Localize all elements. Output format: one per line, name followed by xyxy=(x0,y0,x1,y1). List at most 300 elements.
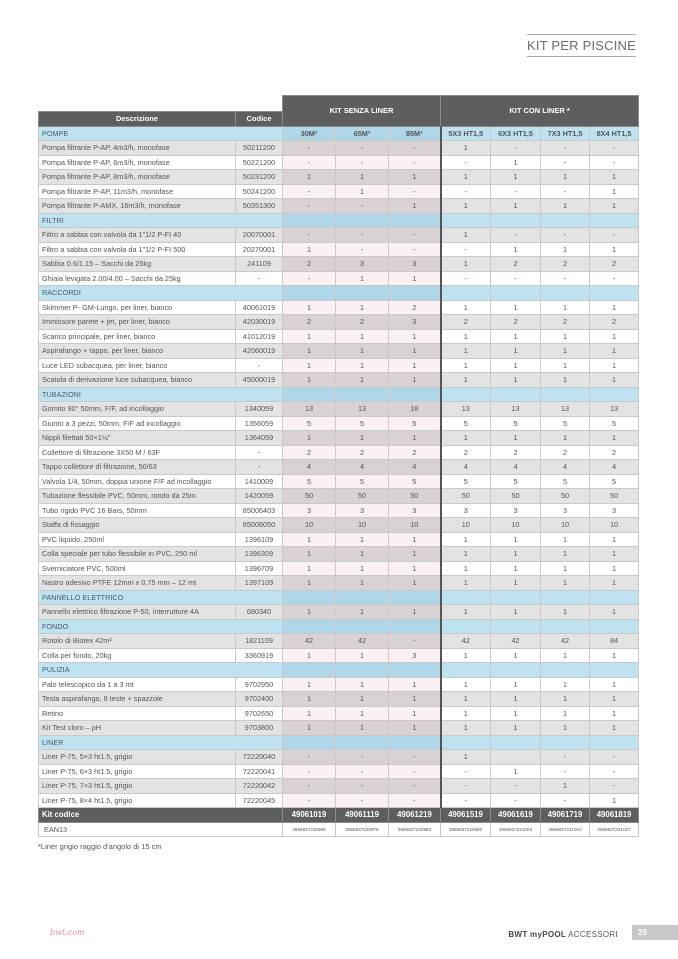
item-quantity: - xyxy=(283,793,336,808)
item-quantity: 1 xyxy=(541,547,590,562)
item-quantity: 1 xyxy=(336,271,389,286)
kit-code: 49061019 xyxy=(283,808,336,823)
item-quantity: 1 xyxy=(336,532,389,547)
item-quantity: 1 xyxy=(336,706,389,721)
section-filler xyxy=(336,735,389,750)
item-quantity: 4 xyxy=(336,460,389,475)
item-quantity: 42 xyxy=(283,634,336,649)
table-row xyxy=(39,677,639,692)
item-quantity: 50 xyxy=(283,489,336,504)
item-quantity: 2 xyxy=(389,445,441,460)
item-quantity: 1 xyxy=(541,721,590,736)
item-code: 1821109 xyxy=(236,634,283,649)
item-quantity: 1 xyxy=(441,706,491,721)
item-quantity: - xyxy=(441,242,491,257)
item-quantity: 13 xyxy=(441,402,491,417)
section-title: KIT PER PISCINE xyxy=(527,34,636,57)
ean-code: 3566837220990 xyxy=(441,822,491,837)
item-quantity: 13 xyxy=(491,402,541,417)
table-row xyxy=(39,460,639,475)
item-quantity: - xyxy=(491,184,541,199)
item-quantity: - xyxy=(283,199,336,214)
item-quantity: 10 xyxy=(389,518,441,533)
item-quantity: 3 xyxy=(389,315,441,330)
item-code: 50221200 xyxy=(236,155,283,170)
item-quantity: 2 xyxy=(590,257,639,272)
item-description: Palo telescopico da 1 a 3 mt xyxy=(39,677,236,692)
item-code: 42030019 xyxy=(236,315,283,330)
item-quantity: 1 xyxy=(441,605,491,620)
item-quantity: - xyxy=(541,793,590,808)
kit-code: 49061219 xyxy=(389,808,441,823)
item-quantity: 1 xyxy=(389,199,441,214)
section-filler xyxy=(336,619,389,634)
item-quantity: 3 xyxy=(283,503,336,518)
item-description: Pompa filtrante P-AMX, 16m3/h, monofase xyxy=(39,199,236,214)
item-quantity: 5 xyxy=(441,416,491,431)
table-row xyxy=(39,373,639,388)
item-quantity: 1 xyxy=(491,358,541,373)
item-quantity: 2 xyxy=(389,300,441,315)
ean-code: 3566837221027 xyxy=(590,822,639,837)
item-quantity: 1 xyxy=(491,532,541,547)
item-quantity xyxy=(491,750,541,765)
item-quantity: 1 xyxy=(336,373,389,388)
item-quantity: - xyxy=(336,228,389,243)
item-description: Skimmer P- GM-Lungo, per liner, bianco xyxy=(39,300,236,315)
item-quantity: - xyxy=(541,271,590,286)
item-quantity: - xyxy=(336,750,389,765)
table-row xyxy=(39,228,639,243)
item-quantity: 1 xyxy=(389,170,441,185)
item-quantity: 18 xyxy=(389,402,441,417)
item-code: 1356059 xyxy=(236,416,283,431)
item-quantity: 1 xyxy=(590,605,639,620)
item-quantity: - xyxy=(283,764,336,779)
item-quantity: 1 xyxy=(336,184,389,199)
item-quantity: 4 xyxy=(491,460,541,475)
table-row xyxy=(39,199,639,214)
item-quantity: 1 xyxy=(389,358,441,373)
item-description: Filtro a sabbia con valvola da 1"1/2 P-FI 40 xyxy=(39,228,236,243)
item-quantity: 10 xyxy=(283,518,336,533)
item-quantity: 1 xyxy=(491,431,541,446)
item-quantity: 1 xyxy=(441,228,491,243)
item-description: Pompa filtrante P-AP, 6m3/h, monofase xyxy=(39,155,236,170)
item-quantity: 2 xyxy=(491,257,541,272)
item-quantity: 13 xyxy=(283,402,336,417)
item-quantity: - xyxy=(541,155,590,170)
section-row xyxy=(39,387,639,402)
item-code: 680340 xyxy=(236,605,283,620)
item-quantity: - xyxy=(389,184,441,199)
size-header: 7X3 HT1,5 xyxy=(541,126,590,141)
item-quantity: 2 xyxy=(491,445,541,460)
item-code: 50241200 xyxy=(236,184,283,199)
item-quantity: 2 xyxy=(441,315,491,330)
table-row xyxy=(39,779,639,794)
item-quantity: 4 xyxy=(541,460,590,475)
item-code: 72220040 xyxy=(236,750,283,765)
section-filler xyxy=(541,735,590,750)
item-quantity: - xyxy=(491,228,541,243)
section-filler xyxy=(491,735,541,750)
item-quantity: 1 xyxy=(336,721,389,736)
item-description: Rotolo di Biotex 42m² xyxy=(39,634,236,649)
item-quantity: 3 xyxy=(491,503,541,518)
item-quantity: 1 xyxy=(389,706,441,721)
section-filler xyxy=(283,286,336,301)
section-filler xyxy=(283,213,336,228)
item-quantity: - xyxy=(590,750,639,765)
section-filler xyxy=(283,663,336,678)
item-quantity: 1 xyxy=(283,706,336,721)
section-title-cell: PANNELLO ELETTRICO xyxy=(39,590,283,605)
section-filler xyxy=(541,286,590,301)
item-code: 85006050 xyxy=(236,518,283,533)
section-filler xyxy=(389,663,441,678)
item-quantity: 1 xyxy=(590,329,639,344)
item-quantity: - xyxy=(590,779,639,794)
item-quantity: 5 xyxy=(283,474,336,489)
footnote: *Liner grigio raggio d'angolo di 15 cm xyxy=(38,842,162,851)
item-quantity: 1 xyxy=(441,358,491,373)
item-quantity: - xyxy=(441,271,491,286)
kit-code: 49061719 xyxy=(541,808,590,823)
table-row xyxy=(39,170,639,185)
item-description: Giunto a 3 pezzi, 50mm, F/F ad incollaggio xyxy=(39,416,236,431)
item-quantity: 10 xyxy=(590,518,639,533)
item-code: 40061019 xyxy=(236,300,283,315)
item-quantity: 1 xyxy=(491,199,541,214)
table-row xyxy=(39,561,639,576)
item-quantity: - xyxy=(590,271,639,286)
footer-brand xyxy=(508,930,618,939)
section-title-cell: FONDO xyxy=(39,619,283,634)
table-row xyxy=(39,764,639,779)
item-quantity: 1 xyxy=(541,329,590,344)
item-description: Liner P-75, 5×3 ht1.5, grigio xyxy=(39,750,236,765)
section-title-cell: FILTRI xyxy=(39,213,283,228)
section-filler xyxy=(283,387,336,402)
table-row xyxy=(39,793,639,808)
item-code: 1396309 xyxy=(236,547,283,562)
item-quantity: - xyxy=(541,184,590,199)
item-quantity: 1 xyxy=(590,300,639,315)
item-code: 45000019 xyxy=(236,373,283,388)
item-code: 72220041 xyxy=(236,764,283,779)
item-quantity: 50 xyxy=(491,489,541,504)
section-title-cell: PULIZIA xyxy=(39,663,283,678)
section-title-cell: RACCORDI xyxy=(39,286,283,301)
item-quantity: 1 xyxy=(491,764,541,779)
item-quantity: - xyxy=(541,764,590,779)
item-quantity: 1 xyxy=(441,561,491,576)
section-filler xyxy=(541,663,590,678)
item-quantity: 1 xyxy=(441,199,491,214)
item-quantity: 3 xyxy=(389,257,441,272)
item-code: - xyxy=(236,358,283,373)
table-row xyxy=(39,489,639,504)
item-quantity: 1 xyxy=(491,300,541,315)
item-quantity: 1 xyxy=(590,677,639,692)
item-quantity: 4 xyxy=(389,460,441,475)
item-quantity: 2 xyxy=(336,445,389,460)
item-quantity: 1 xyxy=(441,170,491,185)
item-quantity: - xyxy=(336,793,389,808)
item-quantity: 2 xyxy=(491,315,541,330)
item-quantity: - xyxy=(389,155,441,170)
item-quantity: 1 xyxy=(283,561,336,576)
item-quantity: 1 xyxy=(491,547,541,562)
table-row xyxy=(39,344,639,359)
item-quantity: 4 xyxy=(283,460,336,475)
section-filler xyxy=(441,735,491,750)
item-quantity: 1 xyxy=(389,329,441,344)
table-row xyxy=(39,518,639,533)
item-description: Aspirafango + tappo, per liner, bianco xyxy=(39,344,236,359)
section-filler xyxy=(283,735,336,750)
item-quantity: 1 xyxy=(336,692,389,707)
item-quantity: 1 xyxy=(491,605,541,620)
item-code: 50351300 xyxy=(236,199,283,214)
section-filler xyxy=(590,735,639,750)
section-filler xyxy=(590,213,639,228)
column-header-code: Codice xyxy=(236,112,283,127)
ean-code: 3566837220983 xyxy=(389,822,441,837)
item-quantity: 1 xyxy=(541,779,590,794)
table-row xyxy=(39,532,639,547)
item-quantity: - xyxy=(389,750,441,765)
item-quantity: 1 xyxy=(590,721,639,736)
item-quantity: 1 xyxy=(541,344,590,359)
item-description: Sverniciatore PVC, 500ml xyxy=(39,561,236,576)
item-quantity: 1 xyxy=(283,721,336,736)
item-quantity: - xyxy=(441,184,491,199)
size-header: 8X4 HT1,5 xyxy=(590,126,639,141)
item-description: Kit Test cloro – pH xyxy=(39,721,236,736)
ean-code: 3566837220976 xyxy=(336,822,389,837)
item-quantity: 1 xyxy=(283,692,336,707)
item-quantity: 4 xyxy=(590,460,639,475)
item-description: Scatola di derivazione luce subacquea, bianco xyxy=(39,373,236,388)
item-quantity: - xyxy=(541,228,590,243)
item-quantity: - xyxy=(283,184,336,199)
section-title-cell: POMPE xyxy=(39,126,283,141)
item-description: Nastro adesivo PTFE 12mm x 0.75 mm – 12 mt xyxy=(39,576,236,591)
item-code: 1396109 xyxy=(236,532,283,547)
item-description: Valvola 1/4, 50mm, doppia unione F/F ad incollaggio xyxy=(39,474,236,489)
section-filler xyxy=(441,619,491,634)
section-filler xyxy=(441,590,491,605)
item-quantity: 2 xyxy=(283,445,336,460)
item-quantity: 5 xyxy=(441,474,491,489)
item-description: Tubo rigido PVC 16 Bars, 50mm xyxy=(39,503,236,518)
item-code: 9702400 xyxy=(236,692,283,707)
item-quantity: 1 xyxy=(283,532,336,547)
table-row xyxy=(39,431,639,446)
item-quantity: 1 xyxy=(441,750,491,765)
item-quantity: 1 xyxy=(541,431,590,446)
section-filler xyxy=(491,387,541,402)
item-quantity: 1 xyxy=(336,648,389,663)
item-quantity: 1 xyxy=(491,576,541,591)
item-quantity: - xyxy=(441,764,491,779)
item-code: 9703800 xyxy=(236,721,283,736)
section-row xyxy=(39,213,639,228)
section-row xyxy=(39,619,639,634)
size-header: 5X3 HT1,5 xyxy=(441,126,491,141)
item-quantity: - xyxy=(441,155,491,170)
table-row xyxy=(39,634,639,649)
item-quantity: 1 xyxy=(389,344,441,359)
item-quantity: 42 xyxy=(441,634,491,649)
item-quantity: 5 xyxy=(336,416,389,431)
item-code: - xyxy=(236,271,283,286)
item-quantity: 13 xyxy=(336,402,389,417)
item-quantity: 1 xyxy=(441,547,491,562)
item-quantity: 1 xyxy=(283,344,336,359)
ean-code: 3566837221003 xyxy=(491,822,541,837)
item-quantity: 1 xyxy=(590,373,639,388)
item-quantity: 1 xyxy=(541,561,590,576)
item-quantity: 5 xyxy=(590,474,639,489)
item-quantity: 1 xyxy=(541,605,590,620)
item-description: Nippli filettati 50×1½" xyxy=(39,431,236,446)
item-quantity: 1 xyxy=(541,300,590,315)
item-quantity: 10 xyxy=(541,518,590,533)
item-quantity: 10 xyxy=(491,518,541,533)
item-code: 72220045 xyxy=(236,793,283,808)
item-quantity: - xyxy=(441,779,491,794)
section-filler xyxy=(336,590,389,605)
item-description: Tubazione flessibile PVC, 50mm, rotolo da 25m xyxy=(39,489,236,504)
item-quantity: 1 xyxy=(389,271,441,286)
kit-code-label: Kit codice xyxy=(39,808,283,823)
item-quantity: 1 xyxy=(336,547,389,562)
item-description: Pompa filtrante P-AP, 8m3/h, monofase xyxy=(39,170,236,185)
item-quantity: 2 xyxy=(283,257,336,272)
item-quantity: 1 xyxy=(590,358,639,373)
item-quantity: 5 xyxy=(389,416,441,431)
section-filler xyxy=(441,387,491,402)
item-description: Tappo collettore di filtrazione, 50/63 xyxy=(39,460,236,475)
item-quantity: 1 xyxy=(283,373,336,388)
item-quantity: - xyxy=(389,634,441,649)
item-quantity: 1 xyxy=(283,242,336,257)
item-quantity: - xyxy=(283,271,336,286)
section-filler xyxy=(491,213,541,228)
item-quantity: 4 xyxy=(441,460,491,475)
item-quantity: 1 xyxy=(283,547,336,562)
item-quantity: 50 xyxy=(336,489,389,504)
section-filler xyxy=(590,663,639,678)
item-description: Liner P-75, 6×3 ht1.5, grigio xyxy=(39,764,236,779)
section-filler xyxy=(336,286,389,301)
table-row xyxy=(39,329,639,344)
item-quantity: 1 xyxy=(541,358,590,373)
section-filler xyxy=(590,619,639,634)
item-quantity: 1 xyxy=(441,692,491,707)
item-quantity: - xyxy=(283,155,336,170)
item-description: Scarico principale, per liner, bianco xyxy=(39,329,236,344)
brand-name: BWT myPOOL xyxy=(508,930,567,939)
item-code: - xyxy=(236,460,283,475)
section-filler xyxy=(541,213,590,228)
item-description: PVC liquido, 250ml xyxy=(39,532,236,547)
table-row xyxy=(39,648,639,663)
table-row xyxy=(39,576,639,591)
section-filler xyxy=(389,590,441,605)
section-filler xyxy=(491,286,541,301)
table-row xyxy=(39,271,639,286)
group-header-senza-liner: KIT SENZA LINER xyxy=(283,96,441,127)
item-code: 20070001 xyxy=(236,228,283,243)
table-row xyxy=(39,242,639,257)
item-quantity: 50 xyxy=(541,489,590,504)
item-quantity: 1 xyxy=(283,358,336,373)
item-quantity: 5 xyxy=(590,416,639,431)
item-quantity: 1 xyxy=(541,532,590,547)
item-quantity: 1 xyxy=(590,431,639,446)
item-quantity: 1 xyxy=(389,532,441,547)
item-quantity: 1 xyxy=(336,431,389,446)
section-filler xyxy=(541,387,590,402)
item-quantity: 5 xyxy=(541,474,590,489)
section-filler xyxy=(283,619,336,634)
item-quantity: 1 xyxy=(441,344,491,359)
kit-code: 49061619 xyxy=(491,808,541,823)
item-quantity: 1 xyxy=(590,242,639,257)
item-quantity: 1 xyxy=(491,344,541,359)
table-row xyxy=(39,445,639,460)
item-quantity: 1 xyxy=(590,170,639,185)
table-row xyxy=(39,300,639,315)
table-row xyxy=(39,503,639,518)
item-quantity: 1 xyxy=(441,300,491,315)
item-quantity: 3 xyxy=(441,503,491,518)
item-description: Pompa filtrante P-AP, 4m3/h, monofase xyxy=(39,141,236,156)
item-quantity: 1 xyxy=(441,431,491,446)
item-quantity: 1 xyxy=(441,373,491,388)
kit-table xyxy=(38,95,639,837)
table-row xyxy=(39,692,639,707)
item-quantity: - xyxy=(389,764,441,779)
item-quantity: 1 xyxy=(541,199,590,214)
item-description: Staffa di fissaggio xyxy=(39,518,236,533)
item-code: 72220042 xyxy=(236,779,283,794)
ean-label: EAN13 xyxy=(39,822,283,837)
item-quantity: 1 xyxy=(541,242,590,257)
kit-code: 49061819 xyxy=(590,808,639,823)
item-quantity: - xyxy=(283,141,336,156)
item-quantity: - xyxy=(491,141,541,156)
size-header: 30M³ xyxy=(283,126,336,141)
section-filler xyxy=(336,387,389,402)
table-row xyxy=(39,402,639,417)
item-code: 50211200 xyxy=(236,141,283,156)
table-row xyxy=(39,358,639,373)
item-quantity: 42 xyxy=(491,634,541,649)
item-quantity: 1 xyxy=(441,141,491,156)
item-quantity: 1 xyxy=(590,692,639,707)
item-code: 1420059 xyxy=(236,489,283,504)
item-description: Colla per fondo, 20kg xyxy=(39,648,236,663)
item-quantity: - xyxy=(283,750,336,765)
item-quantity: 13 xyxy=(541,402,590,417)
item-description: Collettore di filtrazione 3X50 M / 63F xyxy=(39,445,236,460)
section-filler xyxy=(541,590,590,605)
